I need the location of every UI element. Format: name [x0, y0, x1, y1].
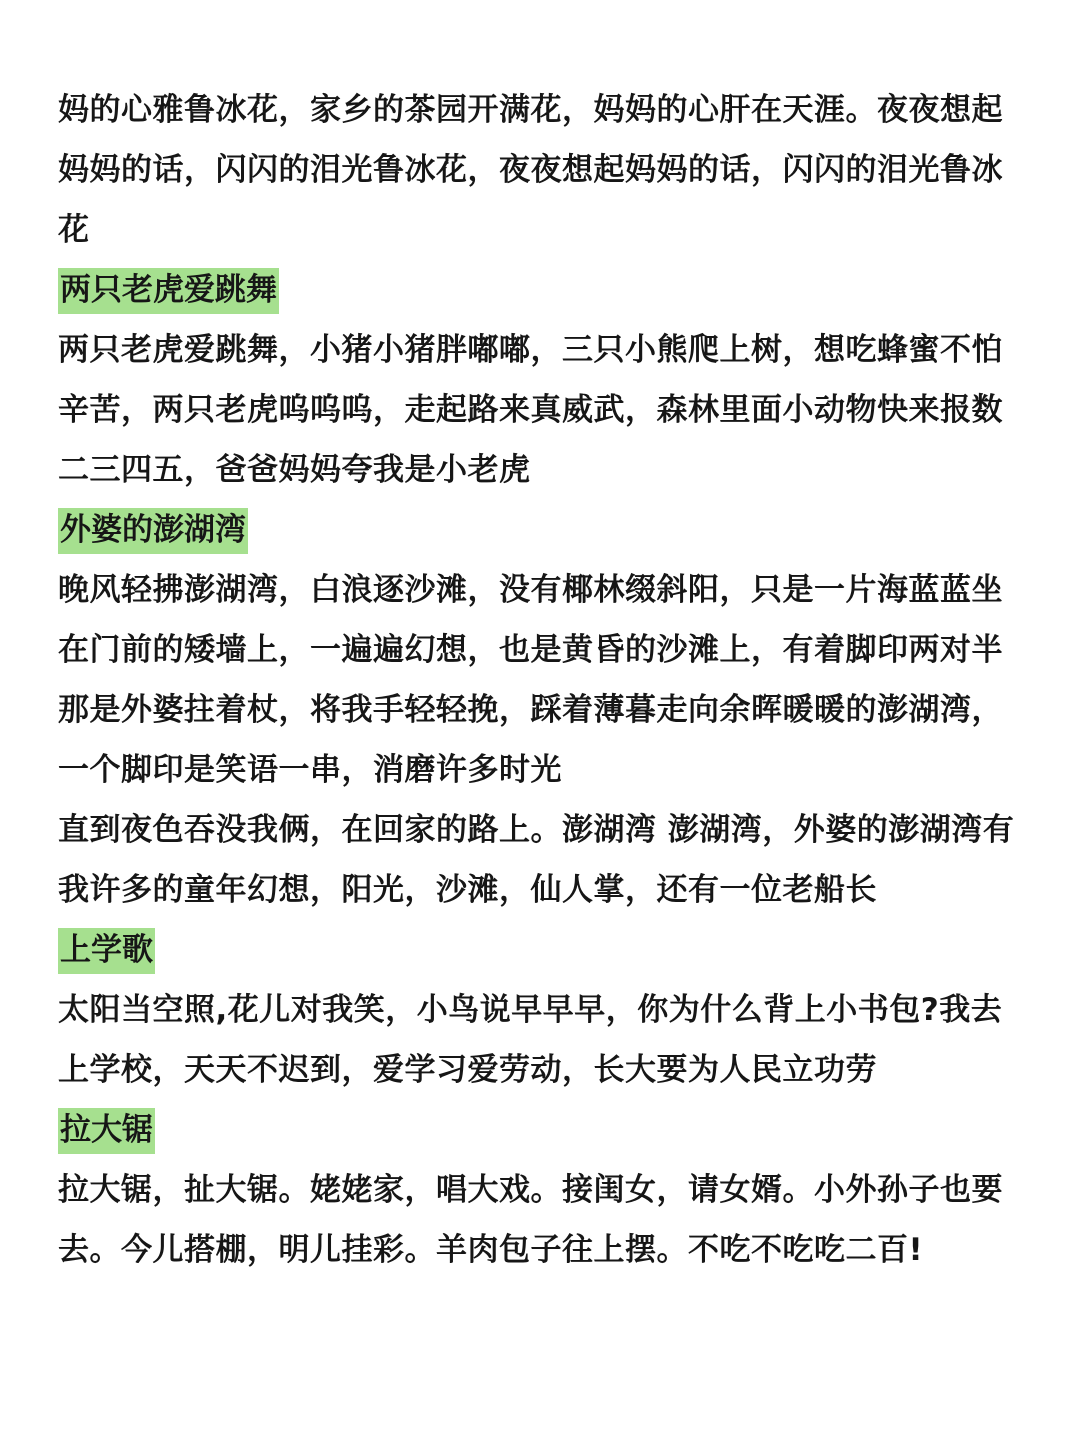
song-title-waipo-penghuwan [58, 500, 1022, 560]
song-lyrics-liangzhilaohu: 两只老虎爱跳舞，小猪小猪胖嘟嘟，三只小熊爬上树，想吃蜂蜜不怕辛苦，两只老虎呜呜呜，走起路来真威武，森林里面小动物快来报数二三四五，爸爸妈妈夸我是小老虎 [58, 332, 1003, 488]
song-lyrics-waipo-penghuwan-part2: 直到夜色吞没我俩，在回家的路上。澎湖湾 澎湖湾，外婆的澎湖湾有我许多的童年幻想，阳光，沙滩，仙人掌，还有一位老船长 [58, 812, 1015, 908]
document-page [58, 80, 1022, 1280]
song-lyrics-shangxuege: 太阳当空照,花儿对我笑，小鸟说早早早，你为什么背上小书包?我去上学校，天天不迟到，爱学习爱劳动，长大要为人民立功劳 [58, 992, 1003, 1088]
song-lyrics-ladaju: 拉大锯，扯大锯。姥姥家，唱大戏。接闺女，请女婿。小外孙子也要去。今儿搭棚，明儿挂彩。羊肉包子往上摆。不吃不吃吃二百! [58, 1172, 1003, 1268]
song-lyrics-waipo-penghuwan: 晚风轻拂澎湖湾，白浪逐沙滩，没有椰林缀斜阳，只是一片海蓝蓝坐在门前的矮墙上，一遍遍幻想，也是黄昏的沙滩上，有着脚印两对半那是外婆拄着杖，将我手轻轻挽，踩着薄暮走向余晖暖暖的澎湖湾，一个脚印是笑语一串，消磨许多时光 [58, 572, 1003, 788]
song-title-text: 上学歌 [58, 928, 155, 974]
song-title-shangxuege [58, 920, 1022, 980]
song-title-text: 拉大锯 [58, 1108, 155, 1154]
song-title-text: 外婆的澎湖湾 [58, 508, 248, 554]
song-title-liangzhilaohu [58, 260, 1022, 320]
intro-lyrics: 妈的心雅鲁冰花，家乡的茶园开满花，妈妈的心肝在天涯。夜夜想起妈妈的话，闪闪的泪光鲁冰花，夜夜想起妈妈的话，闪闪的泪光鲁冰花 [58, 92, 1003, 248]
song-title-text: 两只老虎爱跳舞 [58, 268, 279, 314]
song-title-ladaju [58, 1100, 1022, 1160]
